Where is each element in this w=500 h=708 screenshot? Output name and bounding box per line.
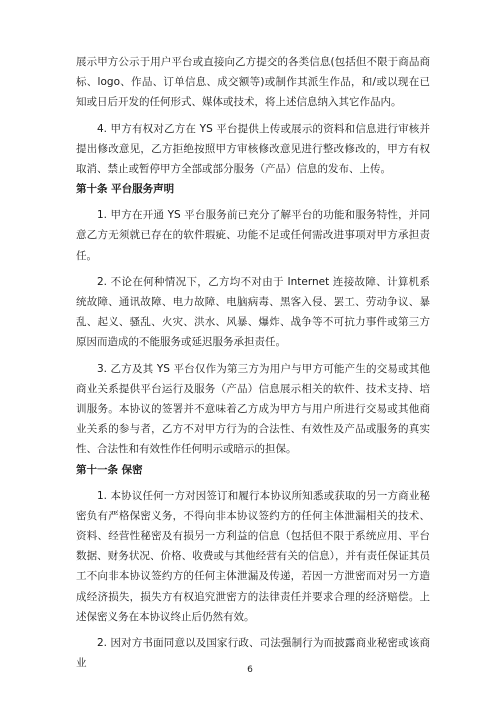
paragraph-platform-understanding: 1. 甲方在开通 YS 平台服务前已充分了解平台的功能和服务特性，并同意乙方无须就已存在的软件瑕疵、功能不足或任何需改进事项对甲方承担责任。 — [76, 209, 430, 262]
paragraph-third-party-role: 3. 乙方及其 YS 平台仅作为第三方为用户与甲方可能产生的交易或其他商业关系提供平台运行及服务（产品）信息展示相关的软件、技术支持、培训服务。本协议的签署并不意味着乙方成为甲方与用户所进行交易或其他商业关系的参与者，乙方不对甲方行为的合法性、有效性及产品或服务的真实性、合法性和有效性作任何明示或暗示的担保。 — [76, 362, 430, 456]
paragraph-confidentiality-duty: 1. 本协议任何一方对因签订和履行本协议所知悉或获取的另一方商业秘密负有严格保密义务，不得向非本协议签约方的任何主体泄漏相关的技术、资料、经营性秘密及有损另一方利益的信息（包括但不限于系统应用、平台数据、财务状况、价格、收费或与其他经营有关的信息），并有责任保证其员工不向非本协议签约方的任何主体泄漏及传递，若因一方泄密而对另一方造成经济损失，损失方有权追究泄密方的法律责任并要求合理的经济赔偿。上述保密义务在本协议终止后仍然有效。 — [76, 489, 430, 623]
paragraph-review-rights: 4. 甲方有权对乙方在 YS 平台提供上传或展示的资料和信息进行审核并提出修改意见，乙方拒绝按照甲方审核修改意见进行整改修改的，甲方有权取消、禁止或暂停甲方全部或部分服务（产品）信息的发布、上传。 — [76, 122, 430, 176]
section-heading-platform-statement: 第十条 平台服务声明 — [76, 183, 175, 196]
page-number: 6 — [247, 665, 253, 675]
paragraph-force-majeure: 2. 不论在何种情况下，乙方均不对由于 Internet 连接故障、计算机系统故障、通讯故障、电力故障、电脑病毒、黑客入侵、罢工、劳动争议、暴乱、起义、骚乱、火灾、洪水、风暴、爆炸、战争等不可抗力事件或第三方原因而造成的不能服务或延迟服务承担责任。 — [76, 275, 430, 349]
paragraph-disclosure-exceptions: 2. 因对方书面同意以及国家行政、司法强制行为而披露商业秘密或该商业 — [76, 637, 430, 670]
paragraph-display-rights: 展示甲方公示于用户平台或直接向乙方提交的各类信息(包括但不限于商品商标、logo、作品、订单信息、成交额等)或制作其派生作品，和/或以现在已知或日后开发的任何形式、媒体或技术，将上述信息纳入其它作品内。 — [76, 56, 430, 109]
section-heading-confidentiality: 第十一条 保密 — [76, 463, 143, 476]
